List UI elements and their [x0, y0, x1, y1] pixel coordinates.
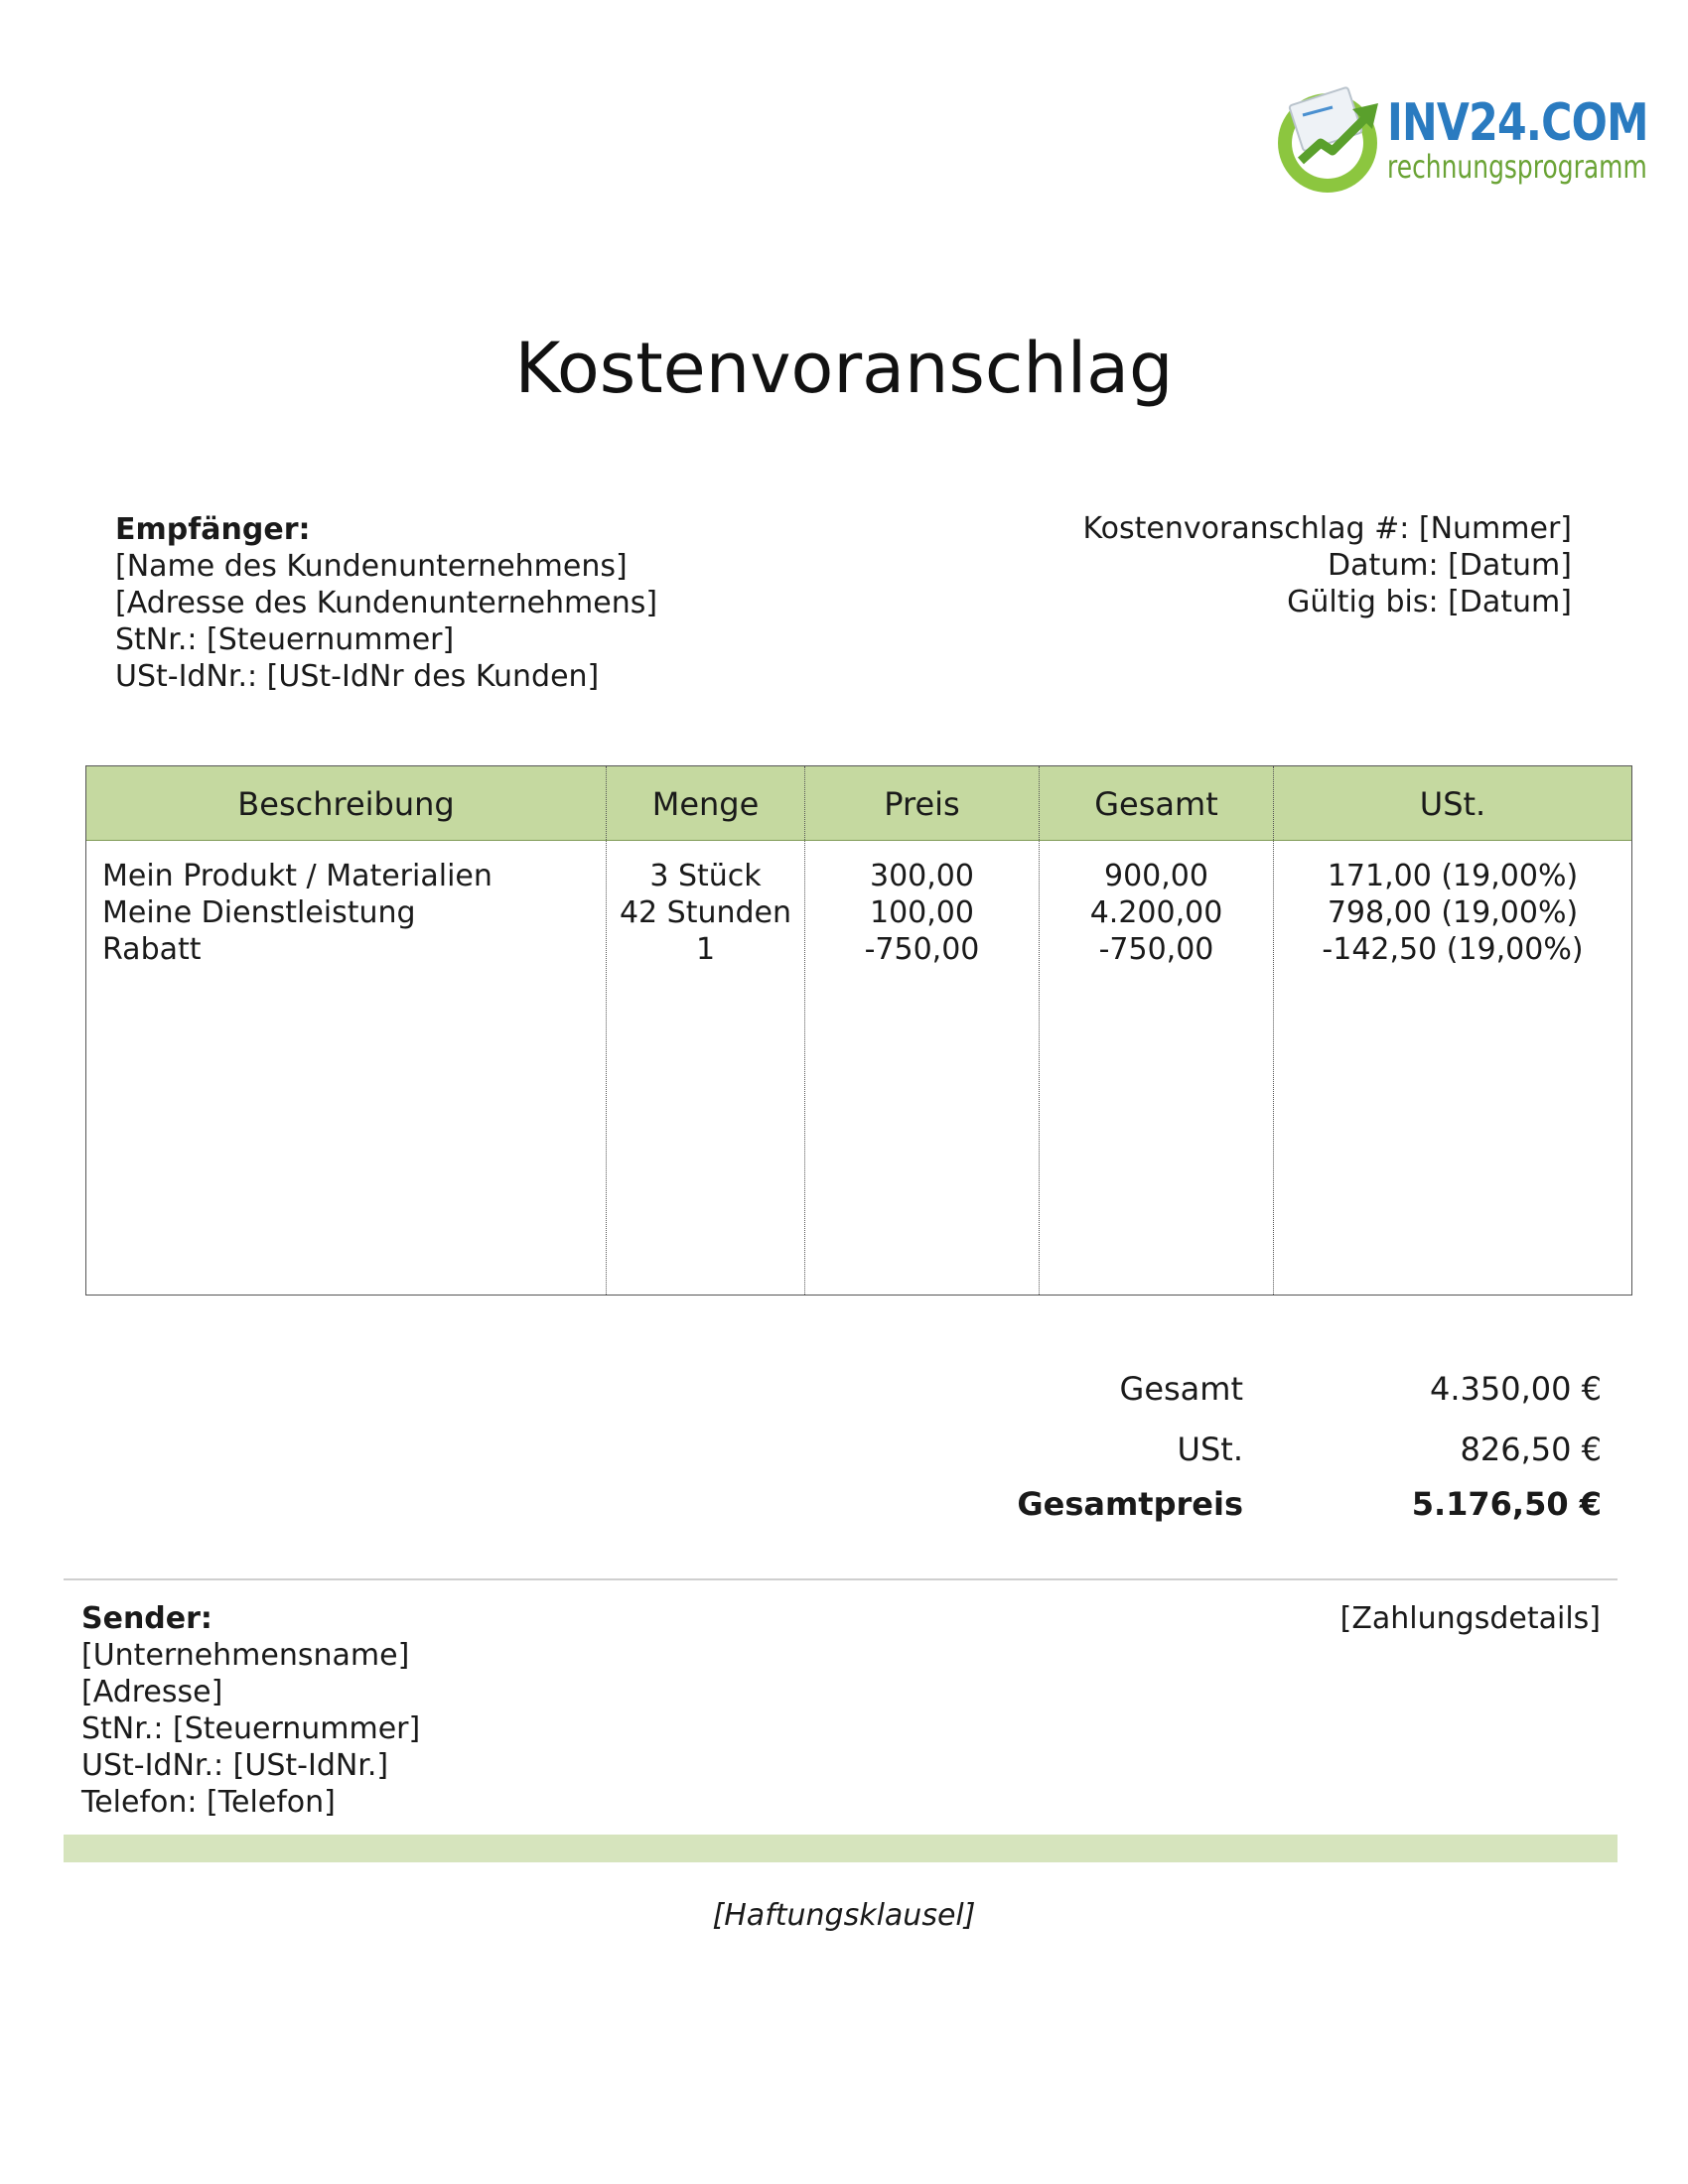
recipient-line: [Name des Kundenunternehmens]	[115, 549, 628, 584]
grand-total-value: 5.176,50 €	[1411, 1485, 1602, 1523]
table-cell: 900,00	[1104, 859, 1208, 893]
quote-number: Kostenvoranschlag #: [Nummer]	[1082, 511, 1572, 546]
sender-heading: Sender:	[81, 1601, 212, 1636]
liability-clause: [Haftungsklausel]	[712, 1898, 976, 1933]
table-cell: 300,00	[870, 859, 974, 893]
table-cell: 100,00	[870, 895, 974, 930]
sender-line: USt-IdNr.: [USt-IdNr.]	[81, 1748, 389, 1783]
column-header: USt.	[1419, 785, 1486, 823]
logo-brand-text: INV24.COM	[1387, 93, 1648, 153]
column-quantity	[607, 766, 805, 1295]
footer-bar	[64, 1835, 1618, 1862]
payment-details: [Zahlungsdetails]	[1339, 1601, 1601, 1636]
chart-arrow-icon	[1273, 81, 1387, 196]
subtotal-value: 4.350,00 €	[1429, 1370, 1602, 1408]
table-cell: 3 Stück	[649, 859, 762, 893]
table-cell: -750,00	[1098, 932, 1214, 967]
column-vat	[1274, 766, 1631, 1295]
table-cell: Meine Dienstleistung	[102, 895, 416, 930]
table-cell: 42 Stunden	[619, 895, 792, 930]
table-cell: 798,00 (19,00%)	[1327, 895, 1579, 930]
column-description	[86, 766, 607, 1295]
sender-block	[81, 1600, 420, 1821]
sender-line: [Adresse]	[81, 1675, 223, 1709]
table-cell: -750,00	[864, 932, 980, 967]
recipient-line: StNr.: [Steuernummer]	[115, 622, 455, 657]
column-total	[1040, 766, 1274, 1295]
items-table	[85, 765, 1632, 1296]
table-cell: 4.200,00	[1089, 895, 1223, 930]
column-price	[805, 766, 1040, 1295]
divider	[64, 1578, 1618, 1580]
column-header: Preis	[884, 785, 960, 823]
column-header: Beschreibung	[237, 785, 455, 823]
tax-value: 826,50 €	[1460, 1431, 1602, 1468]
sender-line: Telefon: [Telefon]	[81, 1785, 336, 1820]
table-cell: -142,50 (19,00%)	[1322, 932, 1584, 967]
document-title: Kostenvoranschlag	[514, 328, 1174, 409]
recipient-line: [Adresse des Kundenunternehmens]	[115, 586, 658, 620]
recipient-line: USt-IdNr.: [USt-IdNr des Kunden]	[115, 659, 600, 694]
grand-total-label: Gesamtpreis	[1017, 1485, 1243, 1523]
column-header: Gesamt	[1094, 785, 1218, 823]
logo-tagline: rechnungsprogramm	[1387, 148, 1647, 186]
column-header: Menge	[651, 785, 760, 823]
table-cell: Mein Produkt / Materialien	[102, 859, 492, 893]
quote-date: Datum: [Datum]	[1327, 548, 1572, 583]
table-cell: 1	[695, 932, 716, 967]
sender-line: [Unternehmensname]	[81, 1638, 410, 1673]
table-cell: 171,00 (19,00%)	[1327, 859, 1579, 893]
recipient-block	[115, 511, 657, 695]
quote-meta	[1082, 510, 1572, 620]
company-logo	[1273, 81, 1648, 196]
subtotal-label: Gesamt	[1119, 1370, 1243, 1408]
tax-label: USt.	[1177, 1431, 1243, 1468]
recipient-heading: Empfänger:	[115, 512, 311, 547]
quote-valid-until: Gültig bis: [Datum]	[1287, 585, 1572, 619]
table-cell: Rabatt	[102, 932, 202, 967]
sender-line: StNr.: [Steuernummer]	[81, 1711, 421, 1746]
